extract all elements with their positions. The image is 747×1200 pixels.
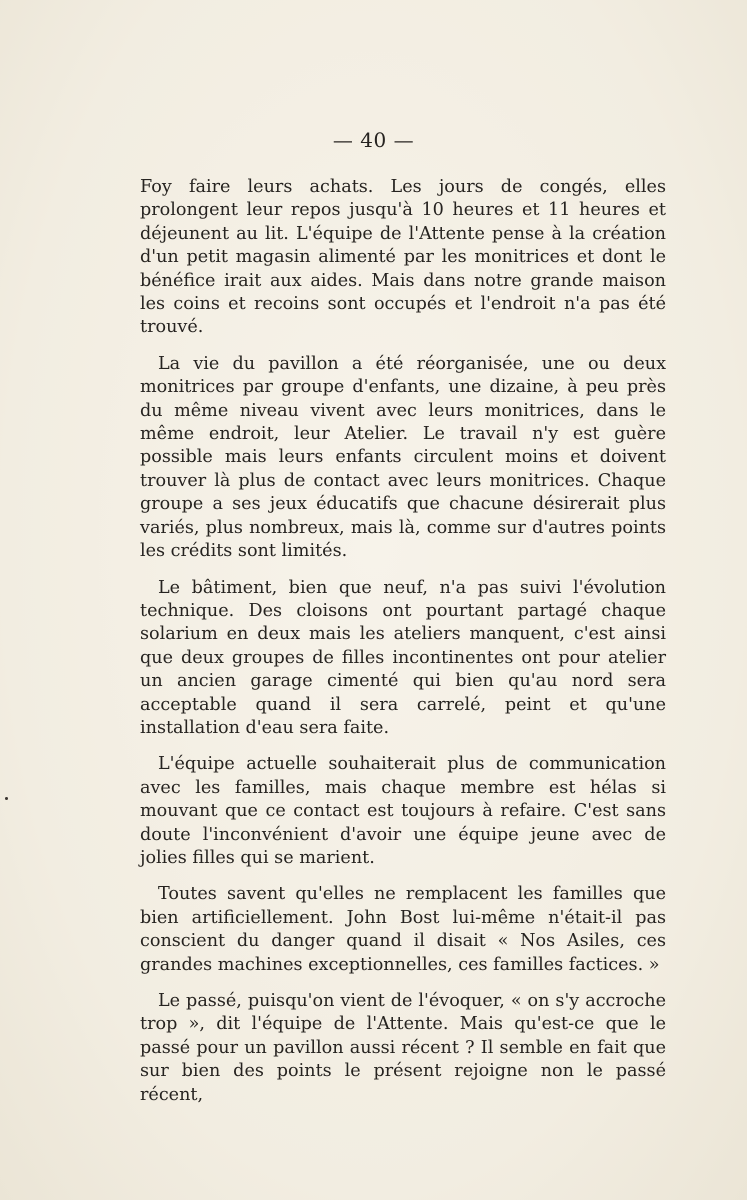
paragraph-3: Le bâtiment, bien que neuf, n'a pas suivi l'évolution technique. Des cloisons ont pourtant partagé chaque solarium en deux mais les ateliers manquent, c'est ainsi que deux groupes de filles incontinentes ont pour atelier un ancien garage cimenté qui bien qu'au nord sera acceptable quand il sera carrelé, peint et qu'une installation d'eau sera faite. <box>140 577 666 738</box>
ink-speck <box>5 797 8 800</box>
body-text <box>140 176 666 1120</box>
paragraph-1: Foy faire leurs achats. Les jours de congés, elles prolongent leur repos jusqu'à 10 heures et 11 heures et déjeunent au lit. L'équipe de l'Attente pense à la création d'un petit magasin alimenté par les monitrices et dont le bénéfice irait aux aides. Mais dans notre grande maison les coins et recoins sont occupés et l'endroit n'a pas été trouvé. <box>140 177 666 338</box>
paragraph-5: Toutes savent qu'elles ne remplacent les familles que bien artificiellement. John Bost lui-même n'était-il pas conscient du danger quand il disait « Nos Asiles, ces grandes machines exceptionnelles, ces familles factices. » <box>140 884 666 975</box>
paragraph-4: L'équipe actuelle souhaiterait plus de communication avec les familles, mais chaque membre est hélas si mouvant que ce contact est toujours à refaire. C'est sans doute l'inconvénient d'avoir une équipe jeune avec de jolies filles qui se marient. <box>140 754 666 868</box>
page-number: — 40 — <box>332 128 415 152</box>
paragraph-6: Le passé, puisqu'on vient de l'évoquer, « on s'y accroche trop », dit l'équipe de l'Attente. Mais qu'est-ce que le passé pour un pavillon aussi récent ? Il semble en fait que sur bien des points le présent rejoigne non le passé récent, <box>140 991 666 1105</box>
paragraph-2: La vie du pavillon a été réorganisée, une ou deux monitrices par groupe d'enfants, une dizaine, à peu près du même niveau vivent avec leurs monitrices, dans le même endroit, leur Atelier. Le travail n'y est guère possible mais leurs enfants circulent moins et doivent trouver là plus de contact avec leurs monitrices. Chaque groupe a ses jeux éducatifs que chacune désirerait plus variés, plus nombreux, mais là, comme sur d'autres points les crédits sont limités. <box>140 353 666 562</box>
